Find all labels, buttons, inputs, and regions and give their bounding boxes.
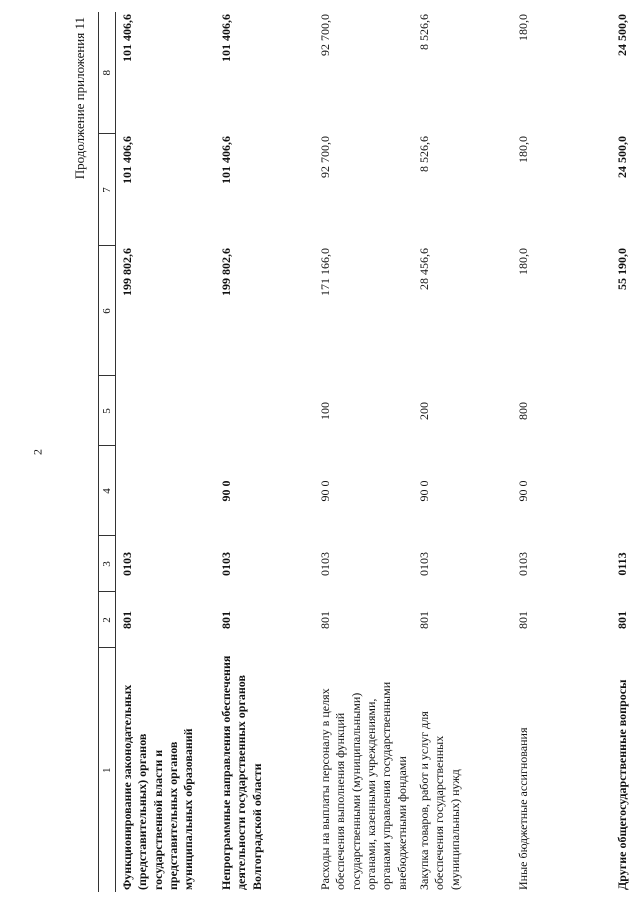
cell-ministry-code: 801 bbox=[615, 611, 629, 629]
column-header: 1 bbox=[99, 648, 116, 892]
cell-section-code: 0103 bbox=[219, 552, 233, 576]
column-header: 6 bbox=[99, 246, 116, 376]
cell-ministry-code: 801 bbox=[318, 611, 332, 629]
budget-table bbox=[98, 12, 640, 892]
cell-amount-1: 55 190,0 bbox=[615, 248, 629, 290]
cell-expense-type bbox=[116, 376, 216, 446]
cell-amount-2: 101 406,6 bbox=[219, 136, 233, 184]
row-name: Другие общегосударственные вопросы bbox=[615, 679, 629, 890]
cell-amount-2: 180,0 bbox=[516, 136, 530, 163]
cell-program-code bbox=[611, 446, 640, 536]
row-name: Непрограммные направления обеспечения деятельности государственных органов Волгоградской области bbox=[219, 655, 264, 890]
cell-amount-1: 199 802,6 bbox=[219, 248, 233, 296]
row-name: Функционирование законодательных (представительных) органов государственной власти и представительных органов муниципальных образований bbox=[120, 684, 196, 890]
cell-amount-3: 92 700,0 bbox=[318, 14, 332, 56]
row-name: Закупка товаров, работ и услуг для обеспечения государственных (муниципальных) нужд bbox=[417, 711, 462, 890]
cell-program-code: 90 0 bbox=[417, 480, 431, 502]
cell-program-code bbox=[116, 446, 216, 536]
cell-section-code: 0103 bbox=[516, 552, 530, 576]
cell-expense-type: 200 bbox=[417, 402, 431, 420]
header-row bbox=[99, 12, 116, 892]
cell-amount-2: 24 500,0 bbox=[615, 136, 629, 178]
column-header: 7 bbox=[99, 134, 116, 246]
cell-amount-3: 101 406,6 bbox=[120, 14, 134, 62]
table-row bbox=[314, 12, 413, 892]
cell-program-code: 90 0 bbox=[219, 480, 233, 502]
cell-section-code: 0103 bbox=[417, 552, 431, 576]
table-row bbox=[512, 12, 611, 892]
cell-amount-1: 180,0 bbox=[516, 248, 530, 275]
cell-expense-type: 100 bbox=[318, 402, 332, 420]
row-name: Расходы на выплаты персоналу в целях обеспечения выполнения функций государственными (муниципальными) органами, казенными учреждениями, органами управления государственными внебюджетными фондами bbox=[318, 681, 409, 890]
cell-section-code: 0113 bbox=[615, 552, 629, 576]
cell-amount-2: 8 526,6 bbox=[417, 136, 431, 172]
cell-amount-2: 92 700,0 bbox=[318, 136, 332, 178]
cell-amount-1: 199 802,6 bbox=[120, 248, 134, 296]
page-number: 2 bbox=[30, 449, 45, 455]
cell-program-code: 90 0 bbox=[318, 480, 332, 502]
appendix-caption: Продолжение приложения 11 bbox=[72, 17, 87, 180]
cell-ministry-code: 801 bbox=[120, 611, 134, 629]
cell-amount-1: 171 166,0 bbox=[318, 248, 332, 296]
table-row bbox=[611, 12, 640, 892]
cell-amount-3: 24 500,0 bbox=[615, 14, 629, 56]
document-sheet bbox=[70, 12, 629, 892]
cell-ministry-code: 801 bbox=[219, 611, 233, 629]
row-name: Иные бюджетные ассигнования bbox=[516, 727, 530, 890]
cell-section-code: 0103 bbox=[120, 552, 134, 576]
cell-amount-1: 28 456,6 bbox=[417, 248, 431, 290]
cell-program-code: 90 0 bbox=[516, 480, 530, 502]
table-row bbox=[215, 12, 314, 892]
column-header: 4 bbox=[99, 446, 116, 536]
cell-expense-type bbox=[215, 376, 314, 446]
column-header: 3 bbox=[99, 536, 116, 592]
cell-expense-type: 800 bbox=[516, 402, 530, 420]
cell-amount-3: 180,0 bbox=[516, 14, 530, 41]
cell-amount-3: 8 526,6 bbox=[417, 14, 431, 50]
rotated-table-area bbox=[70, 12, 629, 892]
cell-amount-2: 101 406,6 bbox=[120, 136, 134, 184]
cell-expense-type bbox=[611, 376, 640, 446]
cell-ministry-code: 801 bbox=[516, 611, 530, 629]
column-header: 5 bbox=[99, 376, 116, 446]
cell-amount-3: 101 406,6 bbox=[219, 14, 233, 62]
cell-ministry-code: 801 bbox=[417, 611, 431, 629]
cell-section-code: 0103 bbox=[318, 552, 332, 576]
column-header: 8 bbox=[99, 12, 116, 134]
table-row bbox=[116, 12, 216, 892]
column-header: 2 bbox=[99, 592, 116, 648]
table-row bbox=[413, 12, 512, 892]
